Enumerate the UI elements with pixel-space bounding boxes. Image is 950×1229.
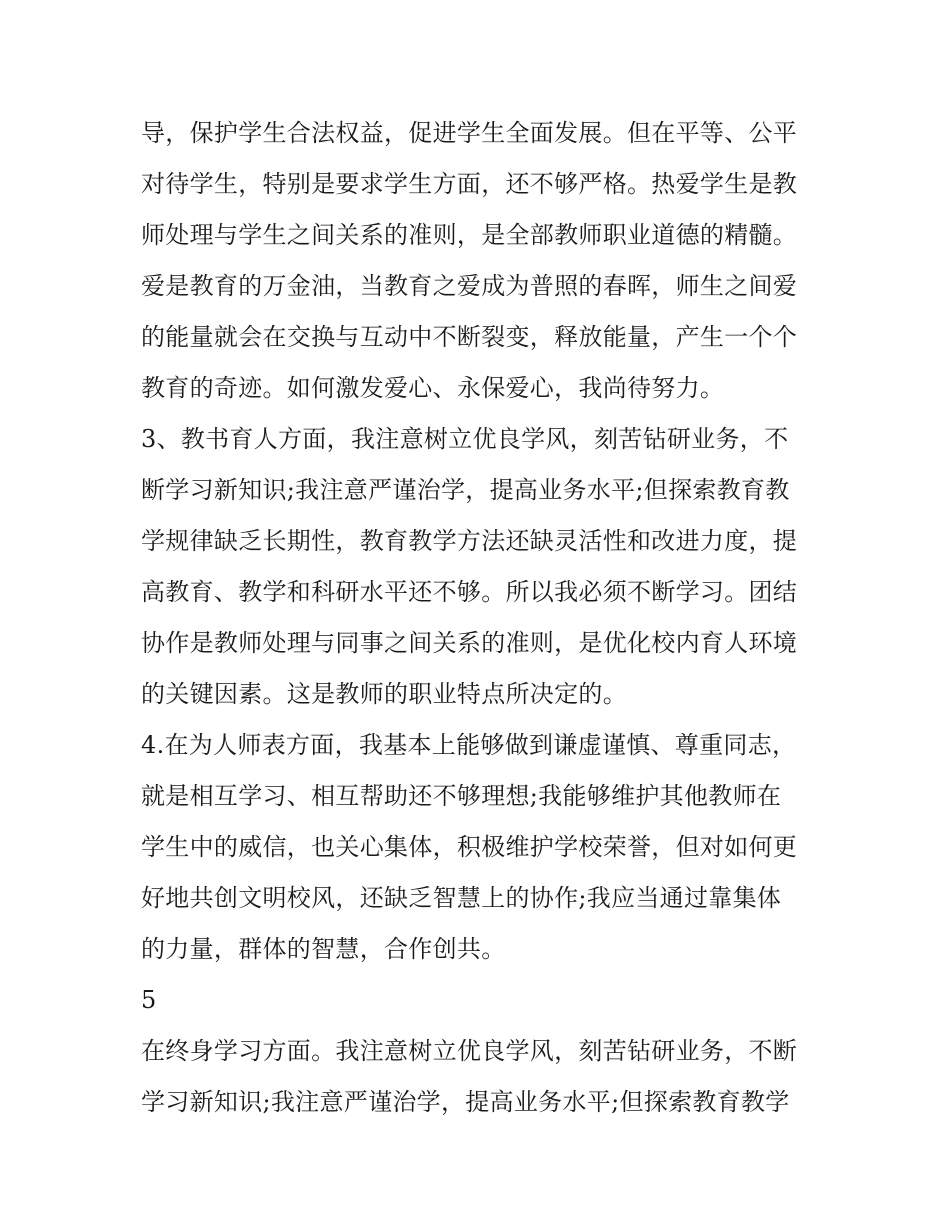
text-line: 协作是教师处理与同事之间关系的准则，是优化校内育人环境 [141, 629, 798, 657]
text-line: 学规律缺乏长期性，教育教学方法还缺灵活性和改进力度，提 [141, 527, 798, 555]
section-number: 5 [141, 986, 157, 1014]
text-line: 的能量就会在交换与互动中不断裂变，释放能量，产生一个个 [141, 323, 798, 351]
text-line: 的关键因素。这是教师的职业特点所决定的。 [141, 680, 627, 708]
text-line: 在终身学习方面。我注意树立优良学风，刻苦钻研业务，不断 [141, 1037, 798, 1065]
text-line: 4.在为人师表方面，我基本上能够做到谦虚谨慎、尊重同志， [141, 731, 797, 759]
text-line: 教育的奇迹。如何激发爱心、永保爱心，我尚待努力。 [141, 374, 725, 402]
text-line: 学生中的威信，也关心集体，积极维护学校荣誉，但对如何更 [141, 833, 798, 861]
text-line: 3、教书育人方面，我注意树立优良学风，刻苦钻研业务，不 [141, 425, 789, 453]
text-line: 爱是教育的万金油，当教育之爱成为普照的春晖，师生之间爱 [141, 272, 798, 300]
text-line: 导，保护学生合法权益，促进学生全面发展。但在平等、公平 [141, 119, 798, 147]
text-line: 断学习新知识;我注意严谨治学，提高业务水平;但探索教育教 [141, 476, 790, 504]
body-text [141, 108, 821, 1128]
text-line: 的力量，群体的智慧，合作创共。 [141, 935, 506, 963]
text-line: 就是相互学习、相互帮助还不够理想;我能够维护其他教师在 [141, 782, 782, 810]
text-line: 学习新知识;我注意严谨治学，提高业务水平;但探索教育教学 [141, 1088, 790, 1116]
text-line: 师处理与学生之间关系的准则，是全部教师职业道德的精髓。 [141, 221, 798, 249]
text-line: 好地共创文明校风，还缺乏智慧上的协作;我应当通过靠集体 [141, 884, 782, 912]
text-line: 对待学生，特别是要求学生方面，还不够严格。热爱学生是教 [141, 170, 798, 198]
text-line: 高教育、教学和科研水平还不够。所以我必须不断学习。团结 [141, 578, 798, 606]
